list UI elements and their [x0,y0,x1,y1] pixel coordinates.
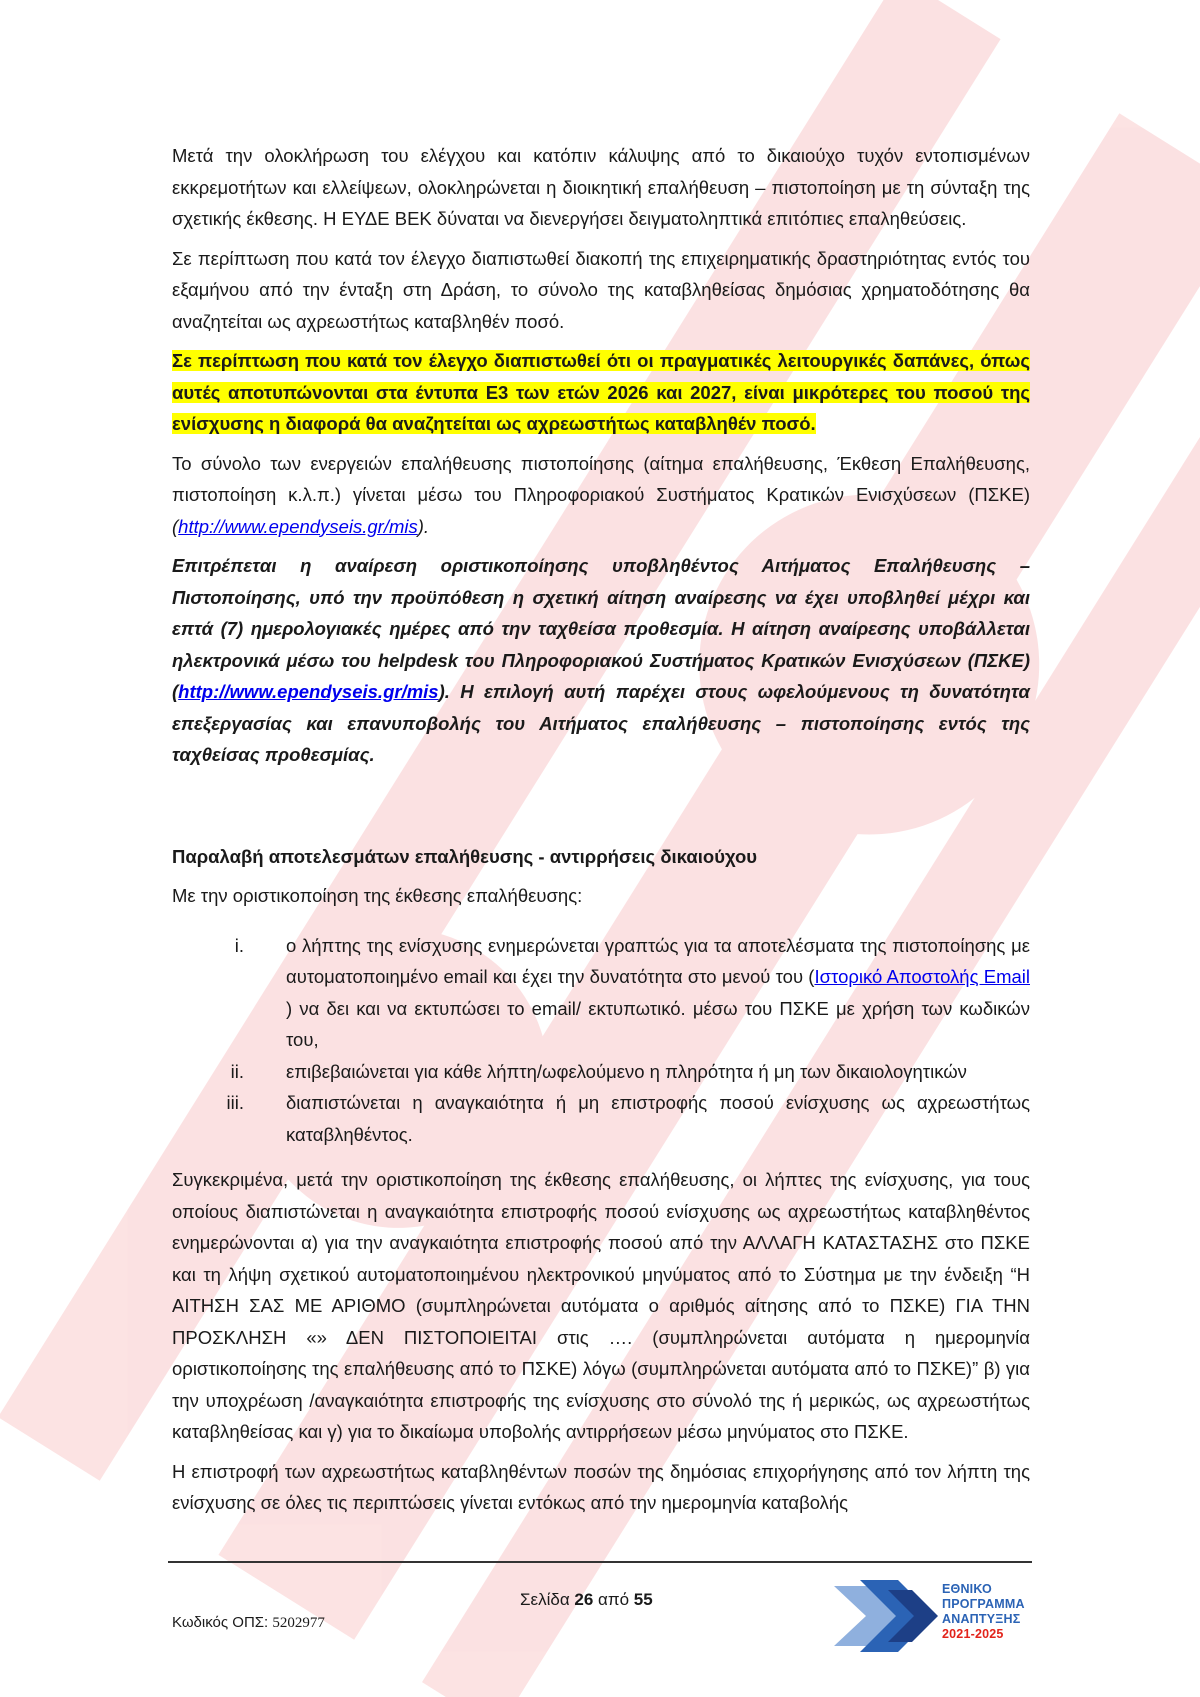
page-of: από [593,1590,634,1609]
paragraph-2: Σε περίπτωση που κατά τον έλεγχο διαπιστωθεί διακοπή της επιχειρηματικής δραστηριότητας εντός του εξαμήνου από την ένταξη στη Δράση, το σύνολο της καταβληθείσας δημόσιας χρηματοδότησης θα αναζητείται ως αχρεωστήτως καταβληθέν ποσό. [172,247,1030,332]
list-item [172,1056,1030,1088]
ops-value: 5202977 [272,1615,325,1631]
logo-line-1: ΕΘΝΙΚΟ [942,1582,992,1596]
list-item-text-b: ) να δει και να εκτυπώσει το email/ εκτυπωτικό. μέσω του ΠΣΚΕ με χρήση των κωδικών του, [286,997,1030,1050]
ops-code [172,1614,325,1632]
list-item-text: διαπιστώνεται η αναγκαιότητα ή μη επιστροφής ποσού ενίσχυσης ως αχρεωστήτως καταβληθέντος. [286,1092,1030,1145]
ops-label: Κωδικός ΟΠΣ: [172,1614,273,1631]
paragraph-7: Η επιστροφή των αχρεωστήτως καταβληθέντων ποσών της δημόσιας επιχορήγησης από τον λήπτη της ενίσχυσης σε όλες τις περιπτώσεις γίνεται εντόκως από την ημερομηνία καταβολής [172,1460,1030,1513]
ependyseis-link[interactable]: http://www.ependyseis.gr/mis [178,515,418,537]
ependyseis-link-2[interactable]: http://www.ependyseis.gr/mis [178,681,439,702]
paragraph-6: Συγκεκριμένα, μετά την οριστικοποίηση της έκθεσης επαλήθευσης, οι λήπτες της ενίσχυσης, για τους οποίους διαπιστώνεται η αναγκαιότητα επιστροφής ποσού ενίσχυσης ως αχρεωστήτως καταβληθέντος ενημερώνονται α) για την αναγκαιότητα επιστροφής ποσού από την ΑΛΛΑΓΗ ΚΑΤΑΣΤΑΣΗΣ στο ΠΣΚΕ και τη λήψη σχετικού αυτοματοποιημένου ηλεκτρονικού μηνύματος από το Σύστημα με την ένδειξη “Η ΑΙΤΗΣΗ ΣΑΣ ΜΕ ΑΡΙΘΜΟ (συμπληρώνεται αυτόματα ο αριθμός αίτησης από το ΠΣΚΕ) ΓΙΑ ΤΗΝ ΠΡΟΣΚΛΗΣΗ «» ΔΕΝ ΠΙΣΤΟΠΟΙΕΙΤΑΙ στις …. (συμπληρώνεται αυτόματα η ημερομηνία οριστικοποίησης της επαλήθευσης από το ΠΣΚΕ) λόγω (συμπληρώνεται αυτόματα από το ΠΣΚΕ)” β) για την υποχρέωση /αναγκαιότητα επιστροφής της ενίσχυσης στο σύνολό της ή μερικώς, ως αχρεωστήτως καταβληθείσας και γ) για το δικαίωμα υποβολής αντιρρήσεων μέσω μηνύματος στο ΠΣΚΕ. [172,1169,1030,1442]
document-body [172,140,1030,1527]
page-current: 26 [574,1590,594,1609]
page-total: 55 [633,1590,653,1609]
paragraph-5-part1: Επιτρέπεται η αναίρεση οριστικοποίησης υποβληθέντος Αιτήματος Επαλήθευσης – Πιστοποίησης, υπό την προϋπόθεση η σχετική αίτηση αναίρεσης να έχει υποβληθεί μέχρι και επτά (7) ημερολογιακές ημέρες από την ταχθείσα προθεσμία. Η αίτηση αναίρεσης υποβάλλεται ηλεκτρονικά μέσω του helpdesk του Πληροφοριακού Συστήματος Κρατικών Ενισχύσεων (ΠΣΚΕ) ( [172,555,1030,702]
list-item-text-a: ο λήπτης της ενίσχυσης ενημερώνεται γραπτώς για τα αποτελέσματα της πιστοποίησης με αυτοματοποιημένο email και έχει την δυνατότητα στο μενού του ( [286,934,1030,987]
list-item-text: επιβεβαιώνεται για κάθε λήπτη/ωφελούμενο η πληρότητα ή μη των δικαιολογητικών [286,1060,967,1082]
paragraph-4-paren-close: ). [417,515,430,537]
list-item-number: ii. [230,1060,244,1082]
footer-divider [168,1561,1032,1563]
section-heading: Παραλαβή αποτελεσμάτων επαλήθευσης - αντιρρήσεις δικαιούχου [172,845,758,867]
page-label: Σελίδα [520,1590,575,1609]
program-logo-text [942,1582,1025,1642]
list-item [172,1087,1030,1150]
email-history-link[interactable]: Ιστορικό Αποστολής Email [814,966,1030,987]
list-item-number: i. [234,934,244,956]
logo-years: 2021-2025 [942,1627,1004,1641]
logo-line-2: ΠΡΟΓΡΑΜΜΑ [942,1597,1025,1611]
results-list [172,930,1030,1151]
list-item-number: iii. [226,1092,244,1113]
paragraph-3-highlighted [172,345,1030,440]
paragraph-5-part2: ). Η επιλογή αυτή παρέχει στους ωφελούμενους τη δυνατότητα επεξεργασίας και επανυποβολής του Αιτήματος επαλήθευσης – πιστοποίησης εντός της ταχθείσας προθεσμίας. [172,681,1030,765]
section-intro: Με την οριστικοποίηση της έκθεσης επαλήθευσης: [172,885,583,906]
list-item [172,930,1030,1056]
page-number [520,1590,653,1610]
paragraph-5 [172,550,1030,771]
paragraph-4 [172,448,1030,543]
logo-line-3: ΑΝΑΠΤΥΞΗΣ [942,1612,1021,1626]
highlighted-text: Σε περίπτωση που κατά τον έλεγχο διαπιστωθεί ότι οι πραγματικές λειτουργικές δαπάνες, όπως αυτές αποτυπώνονται στα έντυπα Ε3 των ετών 2026 και 2027, είναι μικρότερες του ποσού της ενίσχυσης η διαφορά θα αναζητείται ως αχρεωστήτως καταβληθέν ποσό. [172,350,1030,434]
paragraph-4-text: Το σύνολο των ενεργειών επαλήθευσης πιστοποίησης (αίτημα επαλήθευσης, Έκθεση Επαλήθευσης, πιστοποίηση κ.λ.π.) γίνεται μέσω του Πληροφοριακού Συστήματος Κρατικών Ενισχύσεων (ΠΣΚΕ) [172,452,1030,505]
paragraph-4-paren-open: ( [172,515,179,537]
paragraph-1: Μετά την ολοκλήρωση του ελέγχου και κατόπιν κάλυψης από το δικαιούχο τυχόν εντοπισμένων εκκρεμοτήτων και ελλείψεων, ολοκληρώνεται η διοικητική επαλήθευση – πιστοποίηση με τη σύνταξη της σχετικής έκθεσης. Η ΕΥΔΕ ΒΕΚ δύναται να διενεργήσει δειγματοληπτικά επιτόπιες επαληθεύσεις. [172,145,1030,229]
list-item-text [286,930,1030,1056]
